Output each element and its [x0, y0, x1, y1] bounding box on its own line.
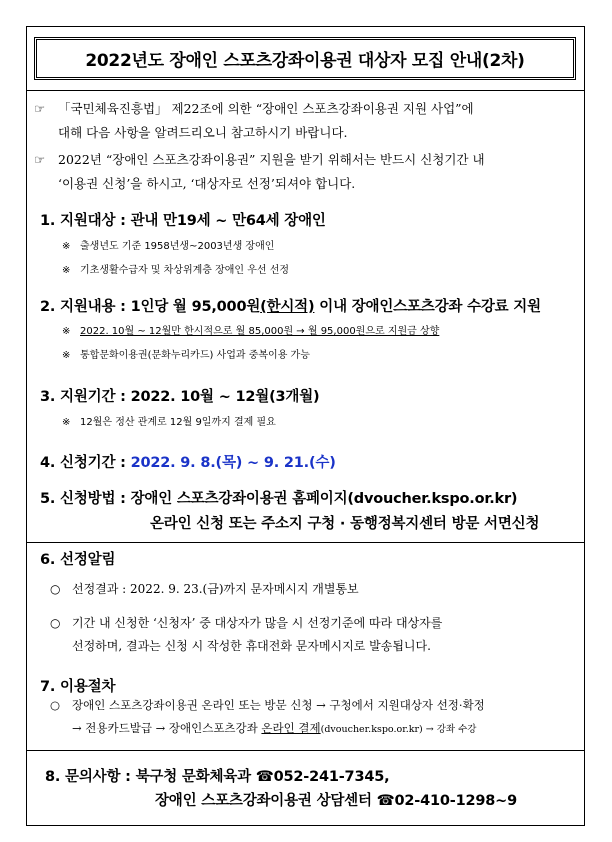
section-6-bullet-2: ○ 기간 내 신청한 ‘신청자’ 중 대상자가 많을 시 선정기준에 따라 대상자를 선정하며, 결과는 신청 시 작성한 휴대전화 문자메시지로 발송됩니다. [50, 616, 443, 653]
divider-top [26, 90, 585, 91]
contact-line-2: 장애인 스포츠강좌이용권 상담센터 ☎02-410-1298~9 [155, 793, 517, 809]
section-6-heading: 6. 선정알림 [40, 552, 116, 568]
temporary-label: (한시적) [260, 299, 315, 315]
application-period: 2022. 9. 8.(목) ~ 9. 21.(수) [130, 455, 336, 471]
section-7-heading: 7. 이용절차 [40, 679, 116, 695]
intro-paragraph-1 [34, 97, 474, 145]
intro-2-line1: 2022년 “장애인 스포츠강좌이용권” 지원을 받기 위해서는 반드시 신청기간 내 [58, 152, 485, 167]
section-1-heading: 1. 지원대상 : 관내 만19세 ~ 만64세 장애인 [40, 213, 326, 229]
intro-2-line2: ‘이용권 신청’을 하시고, ‘대상자로 선정’되셔야 합니다. [58, 176, 356, 191]
divider-bottom [26, 750, 585, 751]
section-8-heading: 8. 문의사항 : 북구청 문화체육과 ☎052-241-7345, [45, 769, 390, 785]
section-5-heading: 5. 신청방법 : 장애인 스포츠강좌이용권 홈페이지(dvoucher.kspo.or.kr) [40, 491, 518, 507]
document-title: 2022년도 장애인 스포츠강좌이용권 대상자 모집 안내(2차) [34, 37, 576, 80]
online-payment-label: 온라인 결제 [261, 721, 321, 735]
divider-middle [26, 542, 585, 543]
section-2-note-1: ※ 2022. 10월 ~ 12월만 한시적으로 월 85,000원 → 월 95,000원으로 지원금 상향 [62, 326, 440, 337]
section-2-heading: 2. 지원내용 : 1인당 월 95,000원(한시적) 이내 장애인스포츠강좌 수강료 지원 [40, 299, 541, 315]
section-4-heading: 4. 신청기간 : 2022. 9. 8.(목) ~ 9. 21.(수) [40, 455, 336, 471]
section-2-note-2: ※ 통합문화이용권(문화누리카드) 사업과 중복이용 가능 [62, 350, 310, 361]
intro-paragraph-2 [34, 148, 485, 196]
pointing-hand-icon: ☞ [34, 152, 46, 167]
pointing-hand-icon: ☞ [34, 101, 46, 116]
contact-line-1: 북구청 문화체육과 ☎052-241-7345, [135, 769, 390, 785]
section-1-note-1: ※ 출생년도 기준 1958년생~2003년생 장애인 [62, 241, 275, 252]
section-3-note-1: ※ 12월은 정산 관계로 12월 9일까지 결제 필요 [62, 417, 276, 428]
section-5-line2: 온라인 신청 또는 주소지 구청 · 동행정복지센터 방문 서면신청 [150, 516, 540, 532]
section-7-procedure: ○ 장애인 스포츠강좌이용권 온라인 또는 방문 신청 → 구청에서 지원대상자 선정·확정 → 전용카드발급 → 장애인스포츠강좌 온라인 결제(dvoucher.kspo.or.kr) → 강좌 수강 [50, 698, 485, 735]
intro-1-line1: 「국민체육진흥법」 제22조에 의한 “장애인 스포츠강좌이용권 지원 사업”에 [58, 101, 474, 116]
section-6-bullet-1: ○ 선정결과 : 2022. 9. 23.(금)까지 문자메시지 개별통보 [50, 582, 359, 596]
section-1-note-2: ※ 기초생활수급자 및 차상위계층 장애인 우선 선정 [62, 265, 290, 276]
section-3-heading: 3. 지원기간 : 2022. 10월 ~ 12월(3개월) [40, 389, 320, 405]
intro-1-line2: 대해 다음 사항을 알려드리오니 참고하시기 바랍니다. [58, 125, 348, 140]
